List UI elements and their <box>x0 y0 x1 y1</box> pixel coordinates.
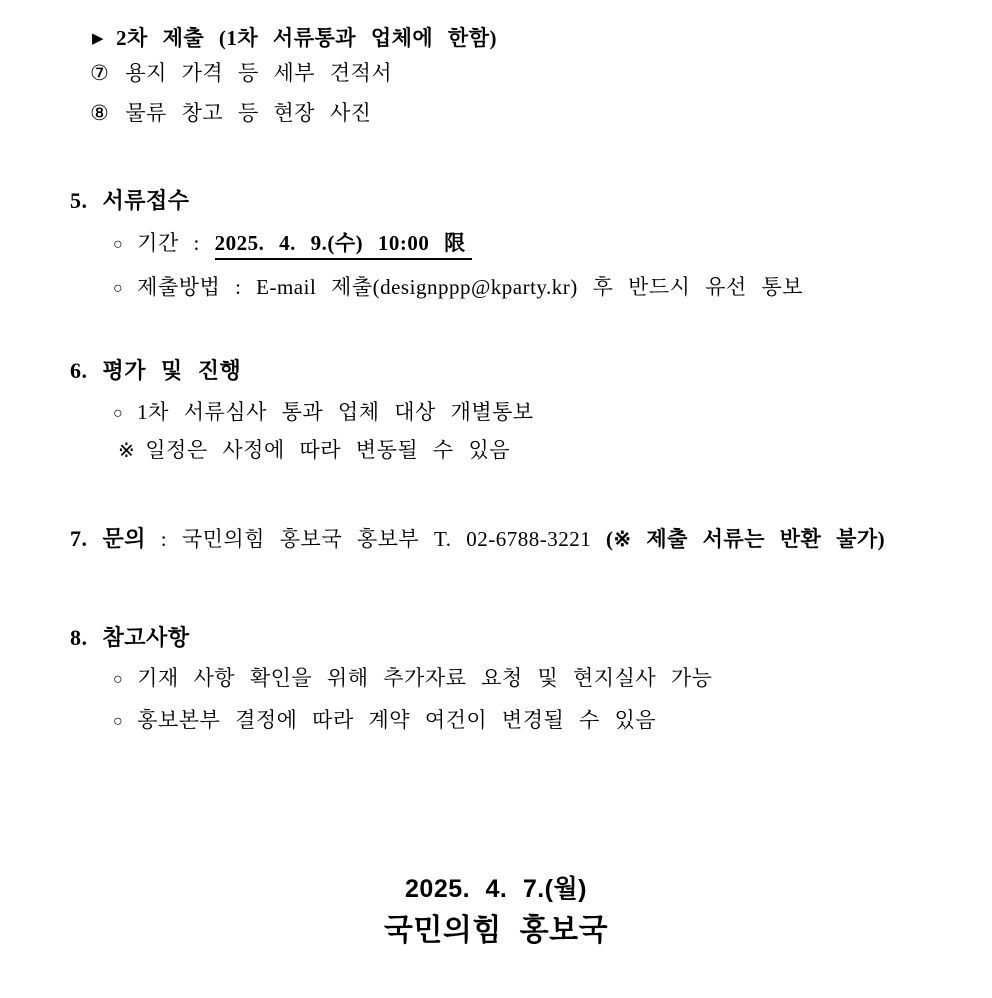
section7-contact-line <box>70 526 885 552</box>
section5-heading: 5. 서류접수 <box>70 188 190 213</box>
section6-note-text: 일정은 사정에 따라 변동될 수 있음 <box>145 438 511 462</box>
circle-bullet-icon: ○ <box>113 671 124 688</box>
section6-bullet-line <box>113 400 534 425</box>
section6-note-line <box>118 438 510 463</box>
section5-period-line <box>113 231 472 256</box>
section7-separator: : <box>146 527 182 551</box>
section6-heading: 6. 평가 및 진행 <box>70 358 242 383</box>
issuing-org-signature: 국민의힘 홍보국 <box>383 914 609 947</box>
section6-bullet-text: 1차 서류심사 통과 업체 대상 개별통보 <box>137 400 534 424</box>
second-submission-title: 2차 제출 (1차 서류통과 업체에 한함) <box>116 26 498 50</box>
section8-bullet-line-1 <box>113 666 712 691</box>
attachment-item-8 <box>90 101 371 126</box>
section7-label: 7. 문의 <box>70 526 147 551</box>
method-text: 제출방법 : E-mail 제출(designppp@kparty.kr) 후 반드시 유선 통보 <box>137 275 804 299</box>
section8-heading: 8. 참고사항 <box>70 625 190 650</box>
second-submission-heading <box>92 26 497 51</box>
circled-number-8-icon: ⑧ <box>90 101 110 125</box>
circle-bullet-icon: ○ <box>113 405 124 422</box>
period-label: 기간 : <box>137 231 215 255</box>
section8-bullet-line-2 <box>113 708 656 733</box>
section5-method-line <box>113 275 803 300</box>
circled-number-7-icon: ⑦ <box>90 61 110 85</box>
reference-mark-icon: ※ <box>118 440 136 462</box>
circle-bullet-icon: ○ <box>113 236 124 253</box>
section8-bullet-2-text: 홍보본부 결정에 따라 계약 여건이 변경될 수 있음 <box>137 708 657 732</box>
document-date: 2025. 4. 7.(월) <box>405 875 587 903</box>
period-deadline-value: 2025. 4. 9.(수) 10:00 限 <box>215 231 472 260</box>
attachment-item-8-text: 물류 창고 등 현장 사진 <box>125 101 372 125</box>
section7-contact-info: 국민의힘 홍보국 홍보부 T. 02-6788-3221 <box>181 527 606 551</box>
attachment-item-7 <box>90 61 392 86</box>
attachment-item-7-text: 용지 가격 등 세부 견적서 <box>125 61 393 85</box>
section7-no-return-note: (※ 제출 서류는 반환 불가) <box>605 527 886 551</box>
circle-bullet-icon: ○ <box>113 713 124 730</box>
section8-bullet-1-text: 기재 사항 확인을 위해 추가자료 요청 및 현지실사 가능 <box>137 666 713 690</box>
triangle-bullet-icon: ▶ <box>92 31 105 47</box>
circle-bullet-icon: ○ <box>113 280 124 297</box>
